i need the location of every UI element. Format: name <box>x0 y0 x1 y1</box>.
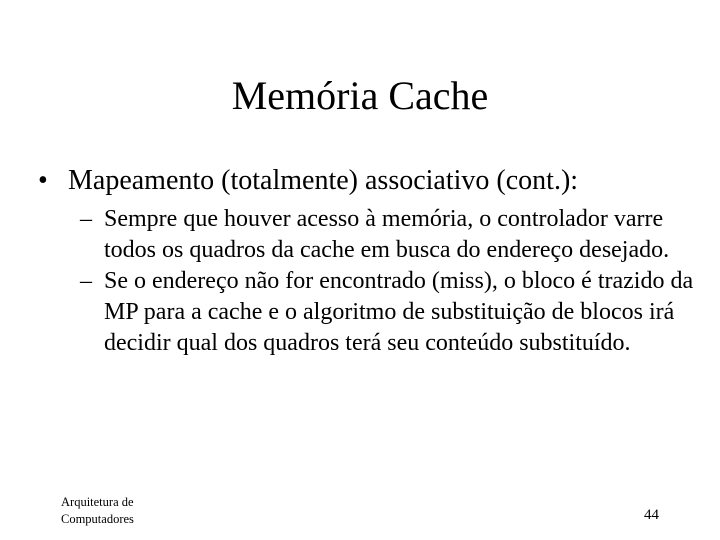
dash-marker: – <box>80 206 92 232</box>
page-number: 44 <box>644 507 659 523</box>
slide-title: Memória Cache <box>231 73 489 118</box>
footer-course-line2: Computadores <box>61 512 134 526</box>
sub-bullet-item <box>80 204 700 266</box>
bullet-main-text: Mapeamento (totalmente) associativo (cont.): <box>68 165 579 196</box>
bullet-main <box>38 162 698 200</box>
sub-bullet-text: Se o endereço não for encontrado (miss), o bloco é trazido da MP para a cache e o algoritmo de substituição de blocos irá decidir qual dos quadros terá seu conteúdo substituído. <box>104 268 694 356</box>
sub-bullet-item <box>80 266 700 359</box>
footer-course-name <box>61 494 134 528</box>
sub-bullet-text: Sempre que houver acesso à memória, o controlador varre todos os quadros da cache em busca do endereço desejado. <box>104 206 670 263</box>
bullet-marker: • <box>38 165 48 196</box>
footer-course-line1: Arquitetura de <box>61 495 134 509</box>
sub-bullet-list <box>80 204 700 359</box>
dash-marker: – <box>80 268 92 294</box>
